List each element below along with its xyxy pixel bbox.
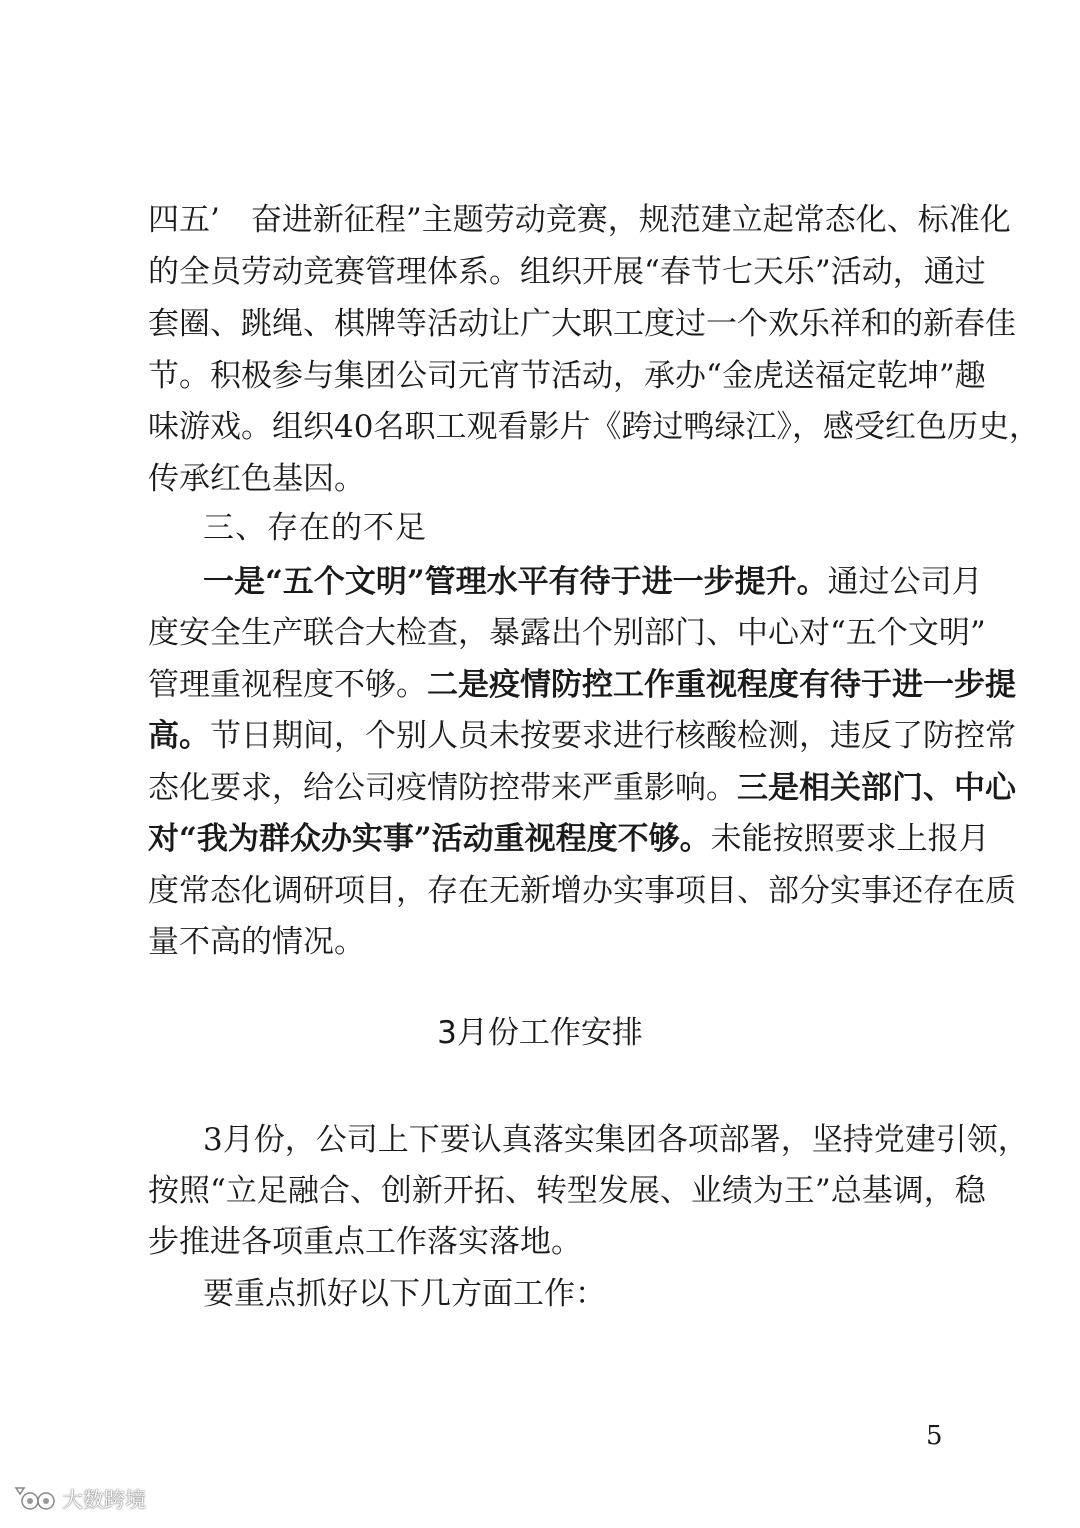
- deficiency-line-1: [203, 554, 983, 610]
- deficiency-line-3: [148, 657, 1016, 713]
- deficiency-line-3-plain: 管理重视程度不够。: [148, 667, 427, 703]
- deficiency-line-4-rest: 节日期间，个别人员未按要求进行核酸检测，违反了防控常: [210, 718, 1016, 754]
- deficiency-three-bold: 三是相关部门、中心: [737, 770, 1016, 806]
- watermark-logo-icon: [10, 1484, 58, 1514]
- march-line-2: 按照“立足融合、创新开拓、转型发展、业绩为王”总基调，稳: [148, 1173, 986, 1209]
- deficiency-line-4: [148, 708, 1016, 764]
- para1-line-2: 的全员劳动竞赛管理体系。组织开展“春节七天乐”活动，通过: [148, 254, 986, 290]
- section-heading-deficiencies: 三、存在的不足: [203, 510, 427, 546]
- deficiency-line-8: 量不高的情况。: [148, 924, 365, 960]
- para1-line-5: 味游戏。组织40名职工观看影片《跨过鸭绿江》，感受红色历史，: [148, 409, 1040, 445]
- march-line-3: 步推进各项重点工作落实落地。: [148, 1224, 582, 1260]
- deficiency-three-bold-end: 对“我为群众办实事”活动重视程度不够。: [148, 821, 711, 857]
- deficiency-line-5-plain: 态化要求，给公司疫情防控带来严重影响。: [148, 770, 737, 806]
- deficiency-one-bold: 一是“五个文明”管理水平有待于进一步提升。: [203, 564, 828, 600]
- deficiency-line-6: [148, 811, 990, 867]
- watermark: [10, 1484, 146, 1514]
- focus-work-line: 要重点抓好以下几方面工作：: [203, 1276, 606, 1312]
- deficiency-line-7: 度常态化调研项目，存在无新增办实事项目、部分实事还存在质: [148, 873, 1016, 909]
- deficiency-line-6-rest: 未能按照要求上报月: [710, 821, 990, 857]
- deficiency-two-bold: 二是疫情防控工作重视程度有待于进一步提: [427, 667, 1016, 703]
- watermark-text: 大数跨境: [62, 1488, 146, 1512]
- deficiency-two-bold-end: 高。: [148, 718, 210, 754]
- march-line-1: 3月份，公司上下要认真落实集团各项部署，坚持党建引领，: [203, 1122, 1029, 1158]
- deficiency-line-1-rest: 通过公司月: [827, 564, 983, 600]
- page-number: 5: [926, 1421, 943, 1451]
- deficiency-line-5: [148, 760, 1016, 816]
- para1-line-3: 套圈、跳绳、棋牌等活动让广大职工度过一个欢乐祥和的新春佳: [148, 306, 1016, 342]
- para1-line-1: 四五’ 奋进新征程”主题劳动竞赛，规范建立起常态化、标准化: [148, 202, 1011, 238]
- para1-line-4: 节。积极参与集团公司元宵节活动，承办“金虎送福定乾坤”趣: [148, 358, 986, 394]
- deficiency-line-2: 度安全生产联合大检查，暴露出个别部门、中心对“五个文明”: [148, 615, 986, 651]
- para1-line-6: 传承红色基因。: [148, 461, 365, 497]
- march-plan-title: 3月份工作安排: [437, 1015, 643, 1051]
